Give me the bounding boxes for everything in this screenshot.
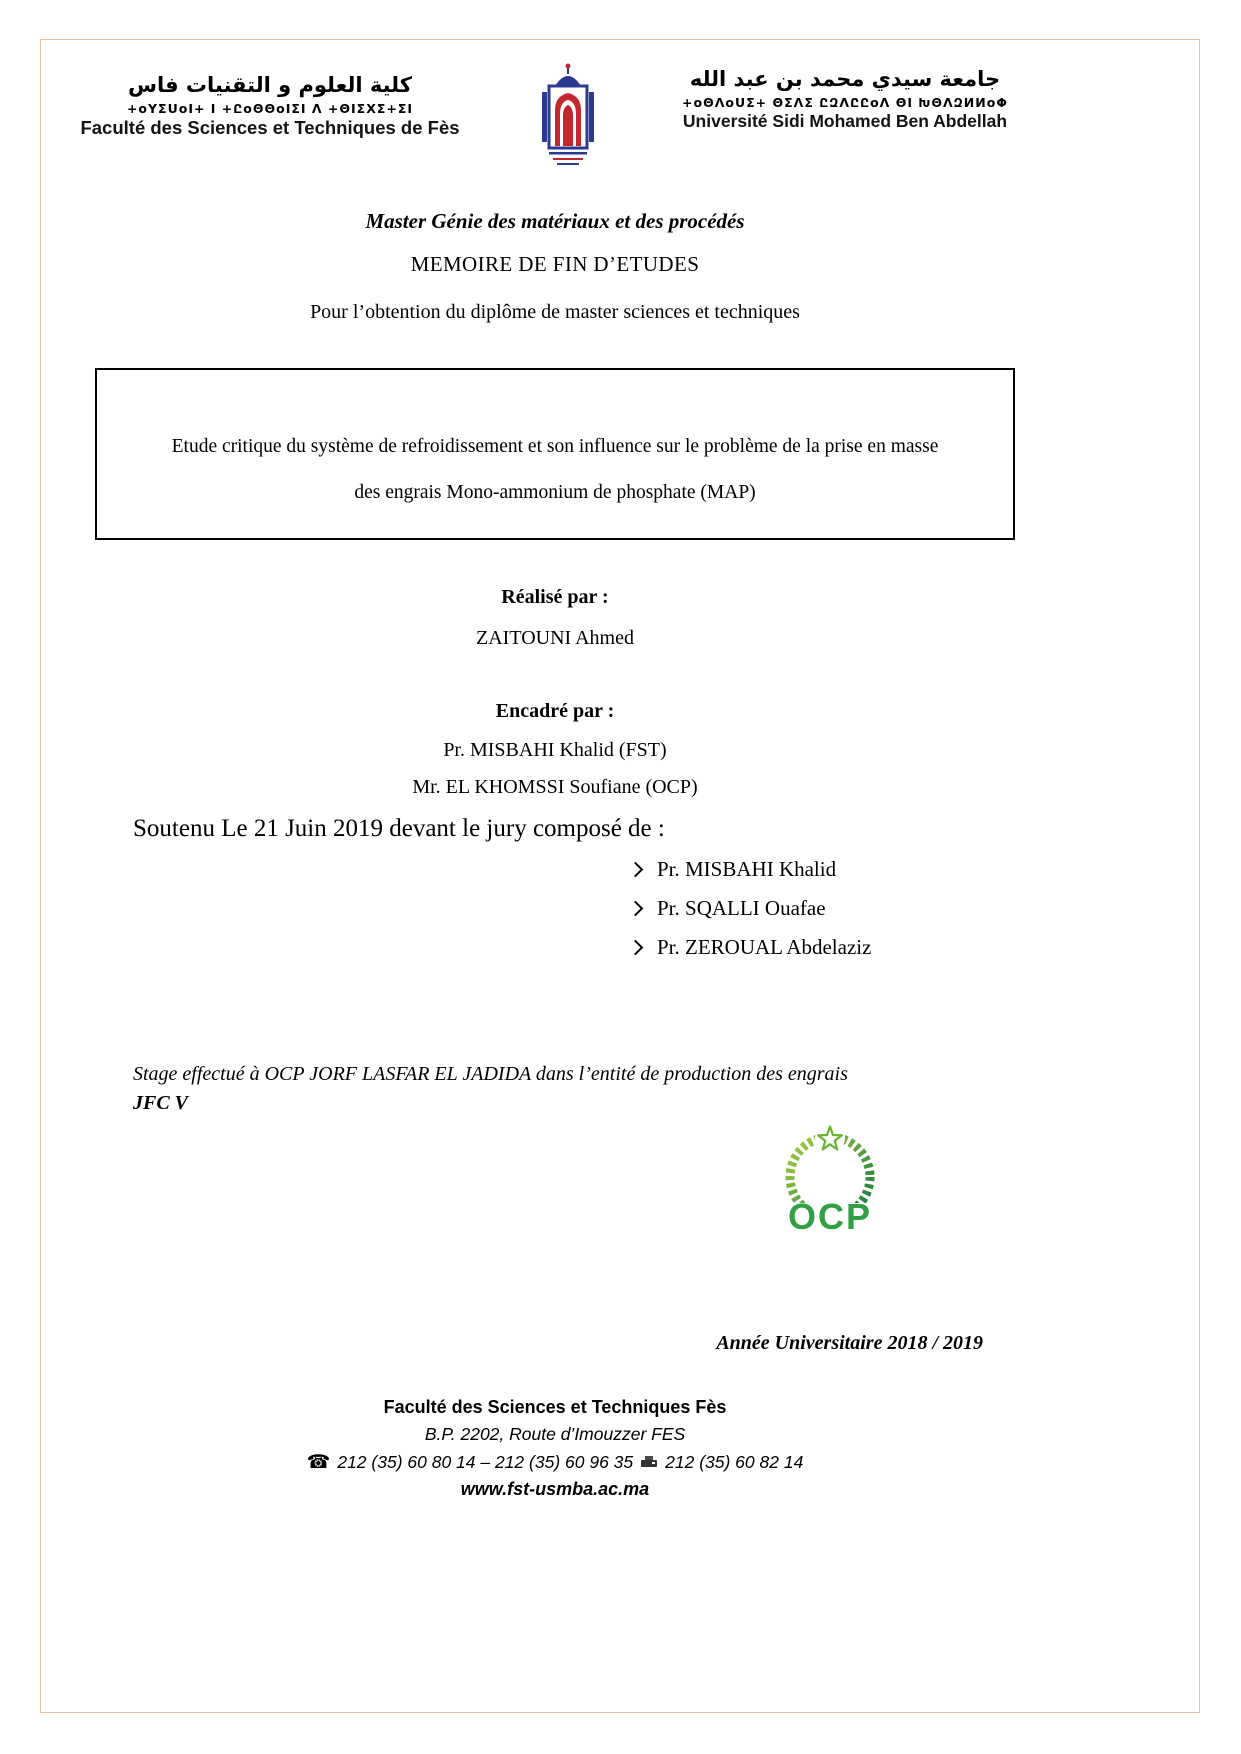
thesis-title-line2: des engrais Mono-ammonium de phosphate (MAP) <box>354 482 756 503</box>
faculty-name-tifinagh: +oYΣUoI+ I +ԸoΘΘoIΣI Λ +ΘIΣXΣ+ΣI <box>126 101 414 117</box>
academic-year: Année Universitaire 2018 / 2019 <box>716 1332 983 1354</box>
degree-purpose: Pour l’obtention du diplôme de master sciences et techniques <box>310 301 800 323</box>
footer-contact-line <box>95 1451 1015 1473</box>
jury-member-name: Pr. ZEROUAL Abdelaziz <box>657 935 872 959</box>
jury-member <box>630 935 1015 960</box>
university-block <box>660 58 1030 132</box>
footer-website: www.fst-usmba.ac.ma <box>460 1479 650 1499</box>
faculty-name-arabic: كلية العلوم و التقنيات فاس <box>128 73 412 97</box>
thesis-title-box <box>95 368 1015 540</box>
footer-faculty-name: Faculté des Sciences et Techniques Fès <box>383 1397 727 1417</box>
university-name-french: Université Sidi Mohamed Ben Abdellah <box>682 111 1008 132</box>
header <box>65 58 1030 179</box>
author-name: ZAITOUNI Ahmed <box>476 627 634 649</box>
university-logo-icon <box>520 58 615 179</box>
arrow-bullet-icon <box>628 940 644 956</box>
internship-statement <box>95 1063 1015 1115</box>
supervisor-name: Mr. EL KHOMSSI Soufiane (OCP) <box>412 776 698 798</box>
master-program-title: Master Génie des matériaux et des procédés <box>365 209 745 233</box>
author-label: Réalisé par : <box>501 586 609 608</box>
ocp-logo-text: OCP <box>787 1196 873 1237</box>
jury-list <box>95 857 1015 960</box>
footer-address: B.P. 2202, Route d’Imouzzer FES <box>424 1424 686 1444</box>
faculty-block <box>65 58 475 139</box>
university-name-arabic: جامعة سيدي محمد بن عبد الله <box>689 67 1001 91</box>
arrow-bullet-icon <box>628 901 644 917</box>
thesis-title-line1: Etude critique du système de refroidissement et son influence sur le problème de la prise en masse <box>171 436 939 457</box>
phone-icon: ☎ <box>306 1451 331 1473</box>
internship-text: Stage effectué à OCP JORF LASFAR EL JADIDA dans l’entité de production des engrais <box>133 1063 848 1085</box>
jury-member-name: Pr. SQALLI Ouafae <box>657 896 826 920</box>
defense-statement: Soutenu Le 21 Juin 2019 devant le jury composé de : <box>133 815 665 842</box>
ocp-logo-icon <box>755 1125 915 1242</box>
jury-member-name: Pr. MISBAHI Khalid <box>657 857 837 881</box>
supervision-label: Encadré par : <box>495 700 615 722</box>
footer-phone-numbers: 212 (35) 60 80 14 – 212 (35) 60 96 35 <box>337 1451 634 1472</box>
internship-entity: JFC V <box>133 1092 189 1114</box>
faculty-name-french: Faculté des Sciences et Techniques de Fès <box>80 117 460 139</box>
footer-fax-number: 212 (35) 60 82 14 <box>665 1451 804 1472</box>
arrow-bullet-icon <box>628 862 644 878</box>
supervisor-name: Pr. MISBAHI Khalid (FST) <box>443 739 667 761</box>
thesis-cover-page <box>80 58 1015 1500</box>
footer <box>95 1397 1015 1500</box>
jury-member <box>630 896 1015 921</box>
university-name-tifinagh: +oΘΛoUΣ+ ΘΣΛΣ ԸԶΛԸԸoΛ ΘI ԽΘΛԶИИoΦ <box>682 95 1008 111</box>
jury-member <box>630 857 1015 882</box>
document-type: MEMOIRE DE FIN D’ETUDES <box>410 252 700 276</box>
fax-icon <box>640 1455 658 1469</box>
